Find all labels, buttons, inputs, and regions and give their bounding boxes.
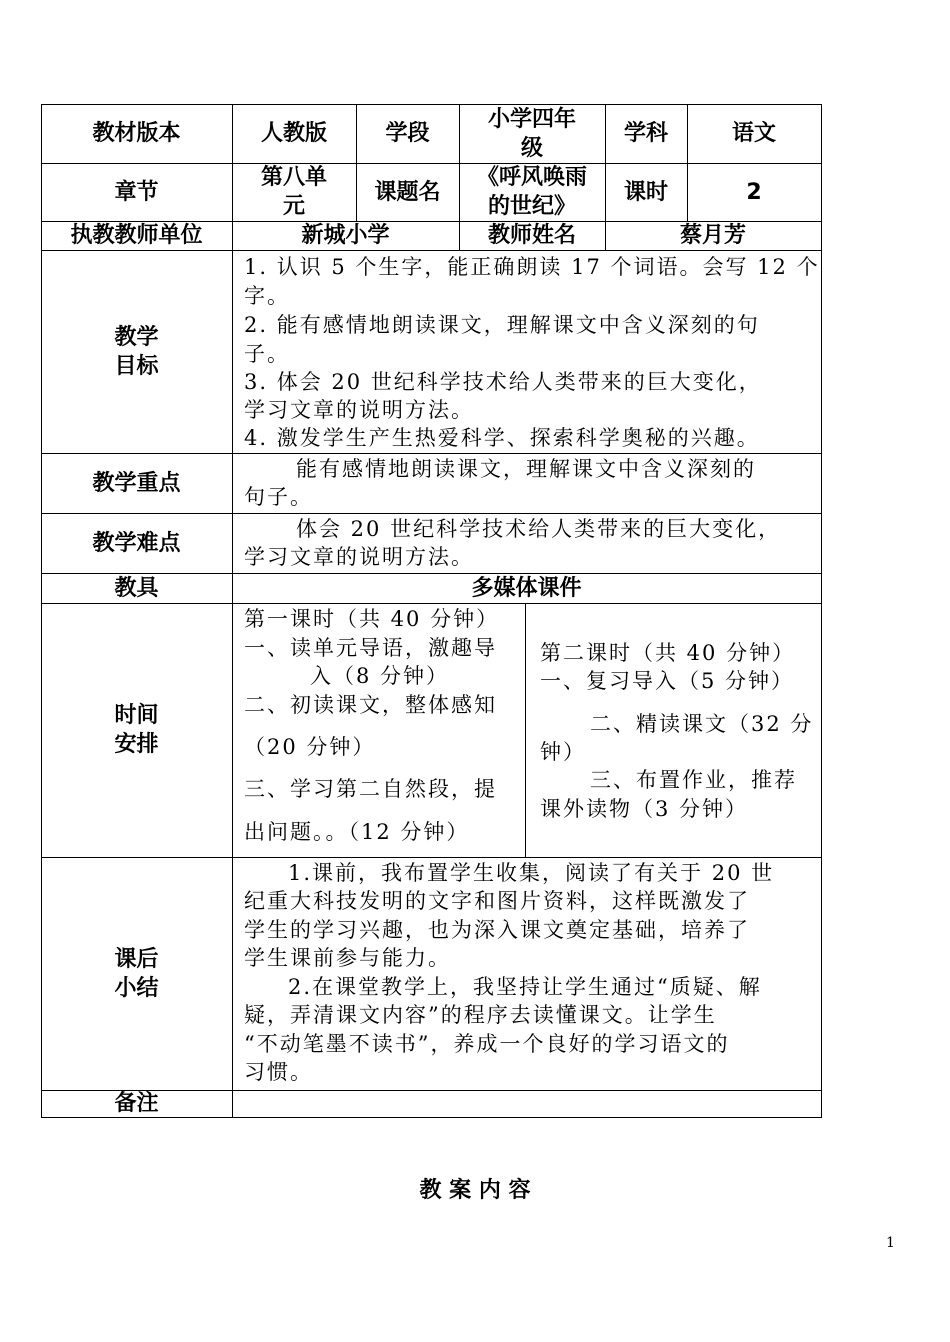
summary-label-line: 小结: [114, 975, 159, 1001]
schedule-line: 第一课时（共 40 分钟）: [244, 607, 500, 631]
difficulty-line: 体会 20 世纪科学技术给人类带来的巨大变化，: [296, 517, 782, 541]
summary-line: 习惯。: [244, 1060, 313, 1084]
key-point-label: 教学重点: [92, 470, 181, 496]
summary-line: 疑，弄清课文内容”的程序去读懂课文。让学生: [244, 1003, 717, 1027]
schedule-line: 入（8 分钟）: [310, 664, 450, 688]
objective-line: 子。: [244, 342, 290, 366]
chapter-label: 章节: [114, 179, 159, 205]
stage-label: 学段: [385, 121, 430, 146]
summary-line: “不动笔墨不读书”，养成一个良好的学习语文的: [244, 1032, 730, 1056]
objectives-label-line: 目标: [114, 353, 159, 379]
chapter-value-line: 第八单: [260, 165, 327, 190]
lesson-label: 课题名: [374, 179, 441, 205]
objective-line: 学习文章的说明方法。: [244, 398, 474, 422]
summary-label-line: 课后: [114, 946, 159, 972]
schedule-line: （20 分钟）: [244, 735, 376, 759]
stage-value-line: 小学四年: [487, 106, 576, 132]
teacher-value: 蔡月芳: [679, 223, 746, 248]
school-label: 执教教师单位: [70, 223, 203, 248]
period-label: 课时: [623, 179, 668, 205]
schedule-line: 一、读单元导语，激趣导: [244, 636, 497, 660]
objective-line: 1. 认识 5 个生字，能正确朗读 17 个词语。会写 12 个: [244, 255, 820, 279]
objective-line: 2. 能有感情地朗读课文，理解课文中含义深刻的句: [244, 313, 760, 337]
objectives-label-line: 教学: [114, 324, 159, 350]
objective-line: 字。: [244, 284, 290, 308]
schedule-label: [41, 603, 232, 857]
page-number: 1: [886, 1235, 895, 1251]
schedule-line: 二、初读课文，整体感知: [244, 693, 497, 717]
schedule-line: 三、学习第二自然段，提: [244, 777, 497, 801]
schedule-line: 钟）: [540, 740, 586, 764]
summary-line: 1.课前，我布置学生收集，阅读了有关于 20 世: [288, 861, 775, 885]
schedule-label-line: 安排: [114, 732, 159, 757]
lesson-value-line: 的世纪》: [487, 194, 576, 219]
school-value: 新城小学: [301, 223, 390, 248]
summary-line: 纪重大科技发明的文字和图片资料，这样既激发了: [244, 889, 750, 913]
tools-value: 多媒体课件: [471, 575, 582, 601]
textbook-label: 教材版本: [92, 121, 181, 146]
schedule-line: 二、精读课文（32 分: [590, 712, 814, 736]
objective-line: 3. 体会 20 世纪科学技术给人类带来的巨大变化，: [244, 370, 762, 394]
lesson-value: [459, 163, 605, 221]
objectives-label: [41, 250, 232, 453]
key-point-line: 能有感情地朗读课文，理解课文中含义深刻的: [296, 457, 756, 481]
table-border-right: [821, 104, 822, 1118]
column-divider: [232, 104, 233, 1118]
schedule-line: 一、复习导入（5 分钟）: [540, 669, 795, 693]
chapter-value: [232, 163, 356, 221]
summary-line: 学生课前参与能力。: [244, 946, 451, 970]
textbook-value: 人教版: [260, 121, 327, 146]
summary-label: [41, 857, 232, 1090]
schedule-label-line: 时间: [114, 703, 159, 728]
chapter-value-line: 元: [282, 194, 305, 219]
key-point-line: 句子。: [244, 485, 313, 509]
summary-line: 2.在课堂教学上，我坚持让学生通过“质疑、解: [288, 975, 762, 999]
remarks-label: 备注: [114, 1091, 159, 1116]
period-value: 2: [746, 179, 762, 205]
stage-value: [459, 104, 605, 163]
section-title: 教 案 内 容: [419, 1178, 531, 1203]
schedule-line: 三、布置作业，推荐: [590, 768, 797, 792]
difficulty-line: 学习文章的说明方法。: [244, 545, 474, 569]
difficulty-label: 教学难点: [92, 530, 181, 556]
lesson-value-line: 《呼风唤雨: [476, 165, 587, 190]
objective-line: 4. 激发学生产生热爱科学、探索科学奥秘的兴趣。: [244, 426, 760, 450]
tools-label: 教具: [114, 575, 159, 601]
teacher-label: 教师姓名: [487, 223, 576, 248]
schedule-line: 第二课时（共 40 分钟）: [540, 641, 796, 665]
schedule-line: 出问题。。（12 分钟）: [244, 820, 470, 844]
schedule-line: 课外读物（3 分钟）: [540, 797, 749, 821]
summary-line: 学生的学习兴趣，也为深入课文奠定基础，培养了: [244, 918, 750, 942]
subject-value: 语文: [731, 121, 776, 146]
subject-label: 学科: [623, 121, 668, 146]
stage-value-line: 级: [520, 135, 543, 161]
schedule-column-divider: [525, 603, 526, 858]
